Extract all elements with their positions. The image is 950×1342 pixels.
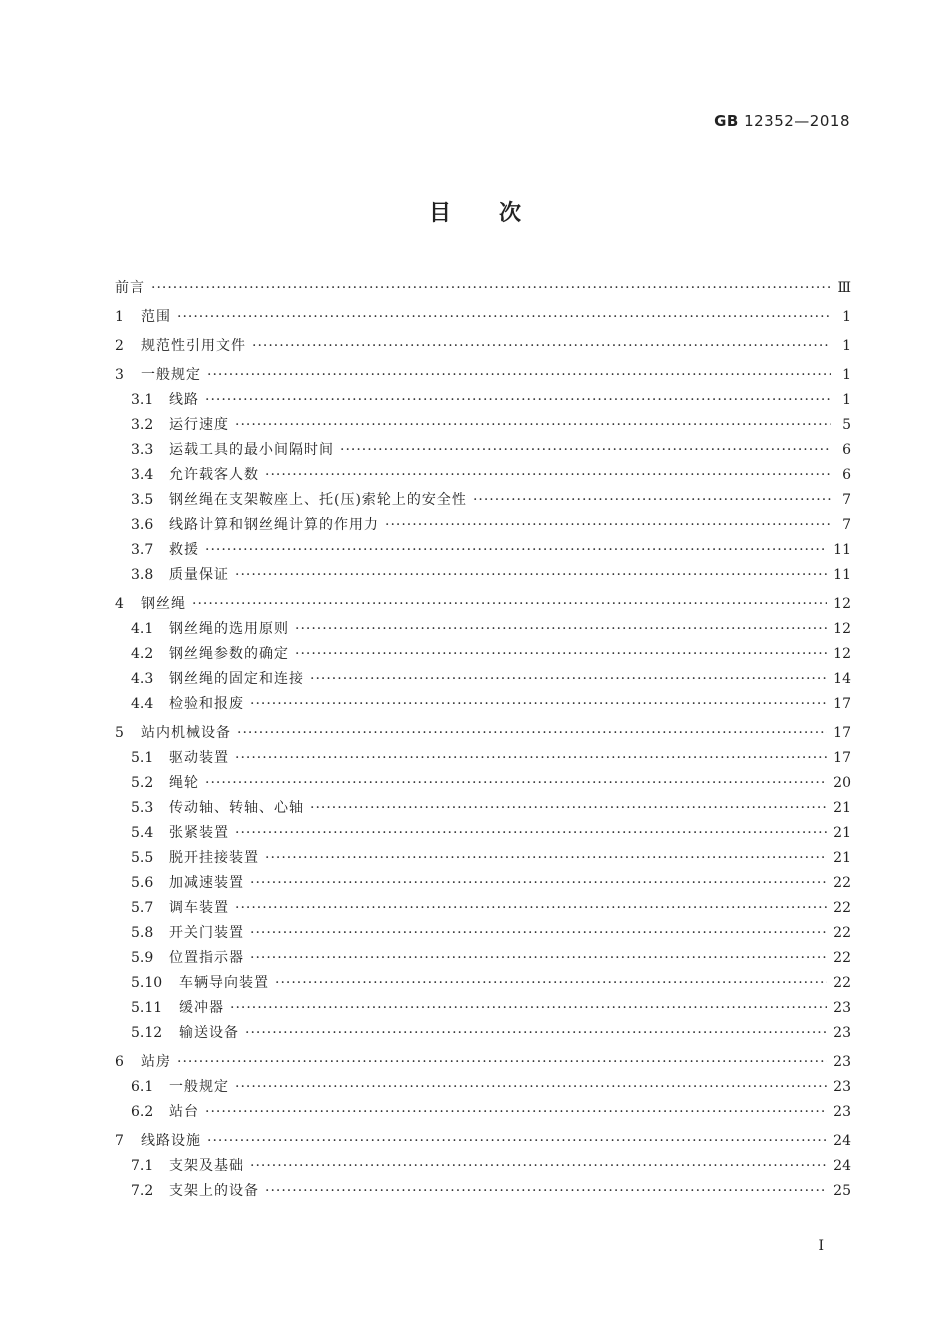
toc-entry-number: 4 xyxy=(115,596,124,612)
dot-leader xyxy=(205,771,827,796)
toc-entry[interactable] xyxy=(115,617,851,642)
toc-entry[interactable] xyxy=(115,846,851,871)
toc-entry[interactable] xyxy=(115,946,851,971)
toc-entry-number: 1 xyxy=(115,309,124,325)
toc-entry-number: 5.3 xyxy=(131,800,154,816)
toc-entry[interactable] xyxy=(115,488,851,513)
toc-title: 目次 xyxy=(428,201,569,226)
toc-entry[interactable] xyxy=(115,771,851,796)
toc-entry[interactable] xyxy=(115,1075,851,1100)
toc-entry-page: 5 xyxy=(842,417,851,433)
dot-leader xyxy=(310,667,827,692)
toc-entry-label: 驱动装置 xyxy=(169,750,229,766)
toc-entry-number: 5.11 xyxy=(131,1000,163,1016)
dot-leader xyxy=(295,617,827,642)
toc-entry-page: 22 xyxy=(833,925,851,941)
toc-entry-label: 运行速度 xyxy=(169,417,229,433)
toc-entry-number: 3.6 xyxy=(131,517,154,533)
toc-entry-page: 11 xyxy=(833,542,851,558)
dot-leader xyxy=(192,592,827,617)
toc-entry[interactable] xyxy=(115,1021,851,1046)
toc-entry-number: 3.1 xyxy=(131,392,154,408)
standard-code xyxy=(714,112,850,130)
dot-leader xyxy=(295,642,827,667)
toc-entry-label: 钢丝绳 xyxy=(141,596,186,612)
toc-entry-page: 12 xyxy=(833,596,851,612)
dot-leader xyxy=(151,276,831,301)
dot-leader xyxy=(235,1075,827,1100)
dot-leader xyxy=(235,821,827,846)
toc-entry-label: 钢丝绳在支架鞍座上、托(压)索轮上的安全性 xyxy=(169,492,467,508)
toc-entry[interactable] xyxy=(115,413,851,438)
toc-entry-number: 5.10 xyxy=(131,975,163,991)
toc-entry-page: 17 xyxy=(833,750,851,766)
toc-entry-label: 一般规定 xyxy=(141,367,201,383)
toc-entry[interactable] xyxy=(115,796,851,821)
toc-entry-number: 4.3 xyxy=(131,671,154,687)
toc-entry-page: 12 xyxy=(833,621,851,637)
toc-entry-label: 位置指示器 xyxy=(169,950,244,966)
toc-entry[interactable] xyxy=(115,821,851,846)
toc-entry-label: 规范性引用文件 xyxy=(141,338,246,354)
toc-entry-page: 22 xyxy=(833,875,851,891)
toc-entry-page: 21 xyxy=(833,825,851,841)
toc-entry[interactable] xyxy=(115,1100,851,1125)
toc-entry[interactable] xyxy=(115,692,851,717)
toc-entry-number: 5.9 xyxy=(131,950,154,966)
toc-entry-label: 绳轮 xyxy=(169,775,199,791)
dot-leader xyxy=(385,513,831,538)
toc-entry[interactable] xyxy=(115,1050,851,1075)
toc-entry-label: 开关门装置 xyxy=(169,925,244,941)
toc-entry[interactable] xyxy=(115,746,851,771)
dot-leader xyxy=(235,896,827,921)
toc-entry-number: 4.1 xyxy=(131,621,154,637)
toc-entry[interactable] xyxy=(115,388,851,413)
dot-leader xyxy=(235,563,827,588)
toc-entry-label: 允许载客人数 xyxy=(169,467,259,483)
dot-leader xyxy=(205,1100,827,1125)
toc-entry[interactable] xyxy=(115,363,851,388)
toc-entry[interactable] xyxy=(115,563,851,588)
toc-entry-label: 车辆导向装置 xyxy=(179,975,269,991)
toc-entry-page: 17 xyxy=(833,725,851,741)
toc-entry-number: 5 xyxy=(115,725,124,741)
dot-leader xyxy=(235,413,831,438)
toc-entry-label: 线路计算和钢丝绳计算的作用力 xyxy=(169,517,379,533)
toc-entry-number: 5.6 xyxy=(131,875,154,891)
toc-entry-number: 5.5 xyxy=(131,850,154,866)
toc-entry-label: 站台 xyxy=(169,1104,199,1120)
dot-leader xyxy=(177,1050,827,1075)
toc-entry-number: 5.8 xyxy=(131,925,154,941)
toc-entry[interactable] xyxy=(115,513,851,538)
dot-leader xyxy=(250,692,827,717)
toc-entry-page: 1 xyxy=(842,338,851,354)
toc-entry-page: 6 xyxy=(842,467,851,483)
dot-leader xyxy=(250,1154,827,1179)
toc-entry-label: 质量保证 xyxy=(169,567,229,583)
toc-entry-page: 22 xyxy=(833,950,851,966)
toc-entry-label: 钢丝绳参数的确定 xyxy=(169,646,289,662)
toc-entry-label: 线路设施 xyxy=(141,1133,201,1149)
dot-leader xyxy=(275,971,827,996)
toc-entry-page: 17 xyxy=(833,696,851,712)
toc-entry[interactable] xyxy=(115,1179,851,1204)
toc-entry-label: 范围 xyxy=(141,309,171,325)
toc-entry-page: 23 xyxy=(833,1025,851,1041)
toc-entry-number: 7 xyxy=(115,1133,124,1149)
toc-entry-number: 3.8 xyxy=(131,567,154,583)
toc-entry[interactable] xyxy=(115,334,851,359)
toc-entry[interactable] xyxy=(115,721,851,746)
page-number: I xyxy=(818,1238,824,1254)
toc-entry-page: 1 xyxy=(842,392,851,408)
dot-leader xyxy=(252,334,831,359)
toc-entry-number: 3 xyxy=(115,367,124,383)
toc-entry-label: 检验和报废 xyxy=(169,696,244,712)
dot-leader xyxy=(230,996,827,1021)
toc-entry-number: 5.2 xyxy=(131,775,154,791)
toc-entry-page: 22 xyxy=(833,900,851,916)
toc-entry-label: 脱开挂接装置 xyxy=(169,850,259,866)
toc-entry-number: 3.2 xyxy=(131,417,154,433)
toc-entry-label: 一般规定 xyxy=(169,1079,229,1095)
toc-entry-label: 输送设备 xyxy=(179,1025,239,1041)
toc-entry[interactable] xyxy=(115,896,851,921)
dot-leader xyxy=(473,488,831,513)
toc-entry-label: 支架及基础 xyxy=(169,1158,244,1174)
dot-leader xyxy=(250,946,827,971)
toc-entry-number: 6.1 xyxy=(131,1079,154,1095)
toc-entry[interactable] xyxy=(115,463,851,488)
dot-leader xyxy=(310,796,827,821)
toc-entry-number: 7.2 xyxy=(131,1183,154,1199)
toc-entry[interactable] xyxy=(115,1129,851,1154)
table-of-contents xyxy=(115,276,851,1204)
toc-entry-label: 钢丝绳的固定和连接 xyxy=(169,671,304,687)
toc-entry-page: 20 xyxy=(833,775,851,791)
toc-entry-page: 11 xyxy=(833,567,851,583)
dot-leader xyxy=(207,363,831,388)
toc-entry-label: 张紧装置 xyxy=(169,825,229,841)
toc-entry-label: 救援 xyxy=(169,542,199,558)
toc-entry-page: 12 xyxy=(833,646,851,662)
toc-entry-page: 1 xyxy=(842,367,851,383)
toc-entry[interactable] xyxy=(115,971,851,996)
dot-leader xyxy=(250,871,827,896)
toc-entry-number: 7.1 xyxy=(131,1158,154,1174)
standard-number: 12352—2018 xyxy=(744,112,850,130)
toc-entry-number: 5.4 xyxy=(131,825,154,841)
dot-leader xyxy=(250,921,827,946)
toc-entry-page: 23 xyxy=(833,1054,851,1070)
toc-entry-page: 24 xyxy=(833,1133,851,1149)
toc-entry[interactable] xyxy=(115,871,851,896)
toc-entry[interactable] xyxy=(115,667,851,692)
toc-entry-number: 5.12 xyxy=(131,1025,163,1041)
dot-leader xyxy=(237,721,827,746)
toc-entry-page: 7 xyxy=(842,517,851,533)
dot-leader xyxy=(245,1021,827,1046)
dot-leader xyxy=(340,438,831,463)
toc-entry-number: 3.7 xyxy=(131,542,154,558)
toc-entry-page: 23 xyxy=(833,1000,851,1016)
toc-entry-page: 24 xyxy=(833,1158,851,1174)
toc-entry-page: 23 xyxy=(833,1104,851,1120)
standard-prefix: GB xyxy=(714,112,739,130)
toc-entry-number: 3.5 xyxy=(131,492,154,508)
toc-entry[interactable] xyxy=(115,996,851,1021)
toc-entry[interactable] xyxy=(115,276,851,301)
toc-entry[interactable] xyxy=(115,921,851,946)
toc-entry-label: 钢丝绳的选用原则 xyxy=(169,621,289,637)
toc-entry-label: 线路 xyxy=(169,392,199,408)
toc-entry-label: 支架上的设备 xyxy=(169,1183,259,1199)
toc-entry-page: 22 xyxy=(833,975,851,991)
toc-entry-page: 23 xyxy=(833,1079,851,1095)
toc-entry-page: 14 xyxy=(833,671,851,687)
dot-leader xyxy=(235,746,827,771)
toc-entry-number: 5.1 xyxy=(131,750,154,766)
toc-entry[interactable] xyxy=(115,642,851,667)
toc-entry-number: 5.7 xyxy=(131,900,154,916)
toc-entry-number: 6.2 xyxy=(131,1104,154,1120)
toc-entry[interactable] xyxy=(115,1154,851,1179)
dot-leader xyxy=(205,388,831,413)
toc-entry-page: 7 xyxy=(842,492,851,508)
toc-entry[interactable] xyxy=(115,592,851,617)
toc-entry[interactable] xyxy=(115,538,851,563)
toc-entry-label: 前言 xyxy=(115,280,145,296)
toc-entry-page: Ⅲ xyxy=(837,280,851,296)
dot-leader xyxy=(265,1179,827,1204)
dot-leader xyxy=(207,1129,827,1154)
toc-entry-label: 调车装置 xyxy=(169,900,229,916)
toc-entry-label: 站房 xyxy=(141,1054,171,1070)
toc-entry-number: 4.2 xyxy=(131,646,154,662)
toc-entry-page: 25 xyxy=(833,1183,851,1199)
toc-entry-number: 6 xyxy=(115,1054,124,1070)
dot-leader xyxy=(265,846,827,871)
dot-leader xyxy=(205,538,827,563)
toc-entry[interactable] xyxy=(115,305,851,330)
toc-entry-label: 传动轴、转轴、心轴 xyxy=(169,800,304,816)
dot-leader xyxy=(265,463,831,488)
toc-entry-label: 加减速装置 xyxy=(169,875,244,891)
toc-entry-number: 3.3 xyxy=(131,442,154,458)
toc-entry-page: 6 xyxy=(842,442,851,458)
toc-entry[interactable] xyxy=(115,438,851,463)
toc-entry-page: 1 xyxy=(842,309,851,325)
toc-entry-number: 2 xyxy=(115,338,124,354)
toc-entry-number: 3.4 xyxy=(131,467,154,483)
toc-entry-label: 运载工具的最小间隔时间 xyxy=(169,442,334,458)
toc-entry-page: 21 xyxy=(833,850,851,866)
toc-entry-label: 缓冲器 xyxy=(179,1000,224,1016)
toc-entry-page: 21 xyxy=(833,800,851,816)
toc-entry-label: 站内机械设备 xyxy=(141,725,231,741)
dot-leader xyxy=(177,305,831,330)
toc-entry-number: 4.4 xyxy=(131,696,154,712)
